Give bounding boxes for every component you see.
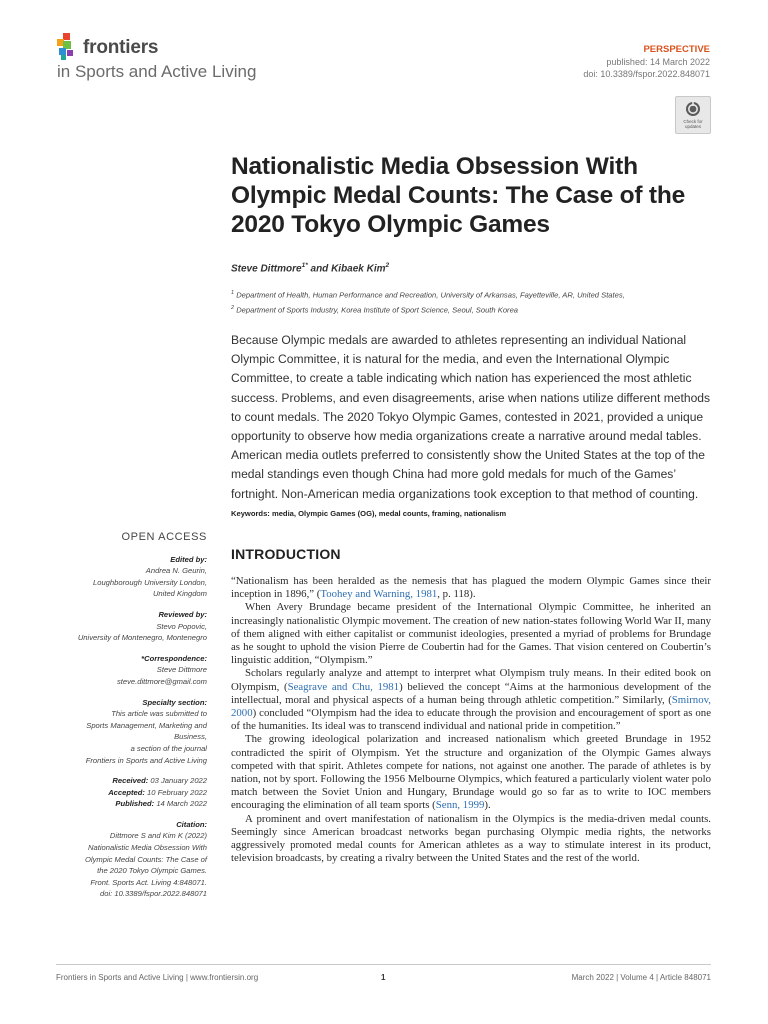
p3-text-a: Scholars regularly analyze and attempt to interpret what Olympism truly means. In their edited book on Olympism, ( <box>231 667 711 693</box>
footer-divider <box>56 964 711 965</box>
correspondence-email[interactable]: steve.dittmore@gmail.com <box>116 676 207 686</box>
published-date-sidebar <box>40 798 207 810</box>
correspondence-name: Steve Dittmore <box>156 665 207 675</box>
received-label: Received: <box>112 776 149 786</box>
paragraph-1 <box>231 575 711 601</box>
sidebar <box>40 532 207 900</box>
affiliation-2-text: Department of Sports Industry, Korea Institute of Sport Science, Seoul, South Korea <box>236 305 519 315</box>
author-2-sup: 2 <box>385 262 390 269</box>
footer-issue-info: March 2022 | Volume 4 | Article 848071 <box>571 973 711 982</box>
author-2[interactable]: Kibaek Kim <box>331 263 386 275</box>
paragraph-4 <box>231 733 711 812</box>
affiliation-1 <box>231 287 625 302</box>
paragraph-5: A prominent and overt manifestation of nationalism in the Olympics is the media-driven medal counts. Seemingly since American broadcast networks began purchasing Olympic media rights, the networks aggressively promoted medal counts for American athletes as a way to stimulate interest in its product, television broadcasts, by creating a rivalry between the United States and the rest of the world. <box>231 812 711 865</box>
correspondence-label: *Correspondence: <box>141 653 207 663</box>
journal-name: in Sports and Active Living <box>57 62 257 81</box>
logo-wordmark: frontiers <box>83 37 159 58</box>
check-updates-icon <box>685 101 701 117</box>
published-value: 14 March 2022 <box>156 799 207 809</box>
reference-link[interactable]: Smirnov, 2000 <box>231 693 711 720</box>
reference-link[interactable]: Senn, 1999 <box>435 799 485 812</box>
editor-line: Loughborough University London, <box>93 577 207 587</box>
published-date: published: 14 March 2022 <box>606 57 710 67</box>
frontiers-logo-icon <box>57 33 81 61</box>
affiliations <box>231 287 625 316</box>
footer-journal-link[interactable]: Frontiers in Sports and Active Living | www.frontiersin.org <box>56 973 259 982</box>
citation-doi[interactable]: doi: 10.3389/fspor.2022.848071 <box>100 889 207 899</box>
specialty-line: Frontiers in Sports and Active Living <box>85 755 207 765</box>
author-joiner: and <box>307 263 332 275</box>
paragraph-3 <box>231 667 711 733</box>
specialty-line: Business, <box>174 732 207 742</box>
received-date <box>40 775 207 787</box>
article-title: Nationalistic Media Obsession With Olympic Medal Counts: The Case of the 2020 Tokyo Olympic Games <box>231 153 686 238</box>
citation-line: Nationalistic Media Obsession With <box>88 843 207 853</box>
section-heading-introduction: INTRODUCTION <box>231 546 341 562</box>
check-updates-label: Check for updates <box>683 119 703 129</box>
received-value: 03 January 2022 <box>150 776 207 786</box>
open-access-label: OPEN ACCESS <box>121 531 207 543</box>
affiliation-1-sup: 1 <box>231 290 235 296</box>
editor-line[interactable]: Andrea N. Geurin, <box>145 566 207 576</box>
citation-line: Olympic Medal Counts: The Case of <box>85 854 207 864</box>
author-list <box>231 262 389 274</box>
p4-text-a: The growing ideological polarization and increased nationalism which greeted Brundage in 1952 contradicted the spirit of Olympism. Yet the structure and organization of the Olympic Games always competed with that spirit. Athletes compete for nations, not against one another. The parade of athletes is by nation, not by sport. Following the 1956 Melbourne Olympics, which featured a particularly violent water polo match between the Soviet Union and Hungary, Brundage would go so far as to write to IOC members encouraging the elimination of all team sports ( <box>231 733 711 812</box>
affiliation-1-text: Department of Health, Human Performance and Recreation, University of Arkansas, Fayetteville, AR, United States, <box>236 290 625 300</box>
citation-line: Front. Sports Act. Living 4:848071. <box>90 877 207 887</box>
specialty-line: Sports Management, Marketing and <box>86 720 207 730</box>
accepted-value: 10 February 2022 <box>147 787 207 797</box>
page-number: 1 <box>381 973 386 982</box>
journal-logo[interactable] <box>57 33 297 83</box>
reviewer-line: University of Montenegro, Montenegro <box>77 633 207 643</box>
edited-by-label: Edited by: <box>170 554 207 564</box>
citation-line: Dittmore S and Kim K (2022) <box>109 831 207 841</box>
keywords <box>231 509 506 518</box>
citation-line: the 2020 Tokyo Olympic Games. <box>97 866 207 876</box>
p3-text-c: ) concluded “Olympism had the idea to educate through the provision and encouragement of sport as one of the humanities. Its ideal was to transcend individual and national pride in competition.” <box>231 707 711 733</box>
doi-link[interactable]: doi: 10.3389/fspor.2022.848071 <box>583 69 710 79</box>
article-meta <box>583 44 710 80</box>
reviewed-by-label: Reviewed by: <box>158 609 207 619</box>
citation-label: Citation: <box>176 819 207 829</box>
keywords-text: media, Olympic Games (OG), medal counts, framing, nationalism <box>271 509 507 518</box>
abstract: Because Olympic medals are awarded to athletes representing an individual National Olympic Committee, it is natural for the media, and even the International Olympic Committee, to create a table indicating which nation has experienced the most athletic success. Problems, and even disagreements, arise when nations utilize different methods to count medals. The 2020 Tokyo Olympic Games, contested in 2021, provided a unique opportunity to observe how media organizations create a narrative around medal tables. American media outlets preferred to consistently show the United States at the top of the medal standings even though China had more gold medals for much of the Games’ fortnight. Non-American media organizations took exception to that method of counting. <box>231 333 711 501</box>
p1-text-a: “Nationalism has been heralded as the nemesis that has plagued the modern Olympic Games since their inception in 1896,” ( <box>231 575 711 601</box>
reference-link[interactable]: Seagrave and Chu, 1981 <box>287 680 400 693</box>
reference-link[interactable]: Toohey and Warning, 1981 <box>320 588 438 601</box>
specialty-line: This article was submitted to <box>111 709 207 719</box>
affiliation-2-sup: 2 <box>231 304 235 311</box>
check-for-updates-button[interactable] <box>675 96 711 134</box>
accepted-label: Accepted: <box>108 787 145 797</box>
article-type: PERSPECTIVE <box>643 44 710 55</box>
p3-text-b: ) believed the concept “Aims at the harmonious development of the intellectual, moral and physical aspects of a human being through athletic competition.” Similarly, ( <box>231 680 711 706</box>
editor-line: United Kingdom <box>152 589 207 599</box>
accepted-date <box>40 787 207 799</box>
published-label: Published: <box>115 799 155 809</box>
p1-text-b: , p. 118). <box>437 588 476 601</box>
specialty-line: a section of the journal <box>130 743 207 753</box>
specialty-section-label: Specialty section: <box>142 697 207 707</box>
body-text <box>231 575 711 865</box>
author-1[interactable]: Steve Dittmore <box>231 263 302 275</box>
reviewer-line[interactable]: Stevo Popovic, <box>156 621 207 631</box>
paragraph-2: When Avery Brundage became president of the International Olympic Committee, he inherited an increasingly nationalistic Olympic movement. The creation of new nation-states following World War II, many of them aligned with either capitalist or communist ideologies, presented a myriad of problems for Brundage as he sought to uphold the vision Pierre de Coubertin had for the Games. That vision centered on Coubertin’s linguistic addition, “Olympism.” <box>231 601 711 667</box>
author-1-sup: 1* <box>301 262 308 269</box>
affiliation-2 <box>231 302 625 317</box>
keywords-label: Keywords: <box>231 509 270 518</box>
p4-text-b: ). <box>484 799 491 812</box>
